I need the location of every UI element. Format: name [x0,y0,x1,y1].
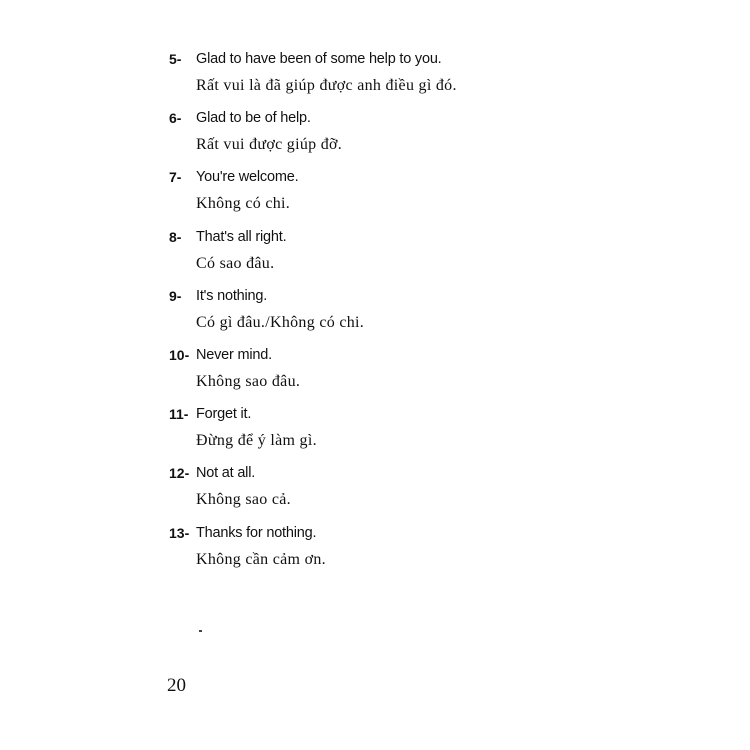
english-phrase: Glad to be of help. [196,110,311,127]
english-phrase: You're welcome. [196,169,299,186]
phrase-entry [169,406,589,465]
entry-number: 12- [169,465,190,482]
entry-number: 9- [169,287,182,304]
vietnamese-translation: Không sao cả. [196,491,291,509]
vietnamese-translation: Không có chi. [196,195,291,213]
vietnamese-translation: Không cần cảm ơn. [196,550,326,568]
phrase-entry [169,169,589,228]
english-phrase: Glad to have been of some help to you. [196,51,442,67]
phrase-list [169,51,589,584]
entry-number: 5- [169,51,182,67]
english-phrase: It's nothing. [196,287,268,304]
entry-number: 8- [169,228,182,245]
vietnamese-translation: Có sao đâu. [196,254,275,272]
scan-speck [199,630,202,632]
entry-number: 11- [169,406,189,423]
phrase-entry [169,229,589,288]
phrase-entry [169,110,589,169]
phrase-entry [169,465,589,524]
entry-number: 10- [169,346,190,363]
english-phrase: Never mind. [196,346,272,363]
vietnamese-translation: Rất vui được giúp đỡ. [196,136,343,154]
vietnamese-translation: Rất vui là đã giúp được anh điều gì đó. [196,77,457,94]
entry-number: 13- [169,524,190,541]
phrase-entry [169,347,589,406]
vietnamese-translation: Có gì đâu./Không có chi. [196,313,365,331]
entry-number: 7- [169,169,182,186]
phrase-entry [169,288,589,347]
english-phrase: That's all right. [196,228,287,245]
vietnamese-translation: Đừng để ý làm gì. [196,432,317,450]
english-phrase: Not at all. [196,465,256,482]
entry-number: 6- [169,110,182,127]
vietnamese-translation: Không sao đâu. [196,372,301,390]
phrase-entry [169,51,589,110]
english-phrase: Thanks for nothing. [196,524,317,541]
page-number: 20 [167,675,186,696]
phrase-entry [169,525,589,584]
english-phrase: Forget it. [196,406,252,423]
